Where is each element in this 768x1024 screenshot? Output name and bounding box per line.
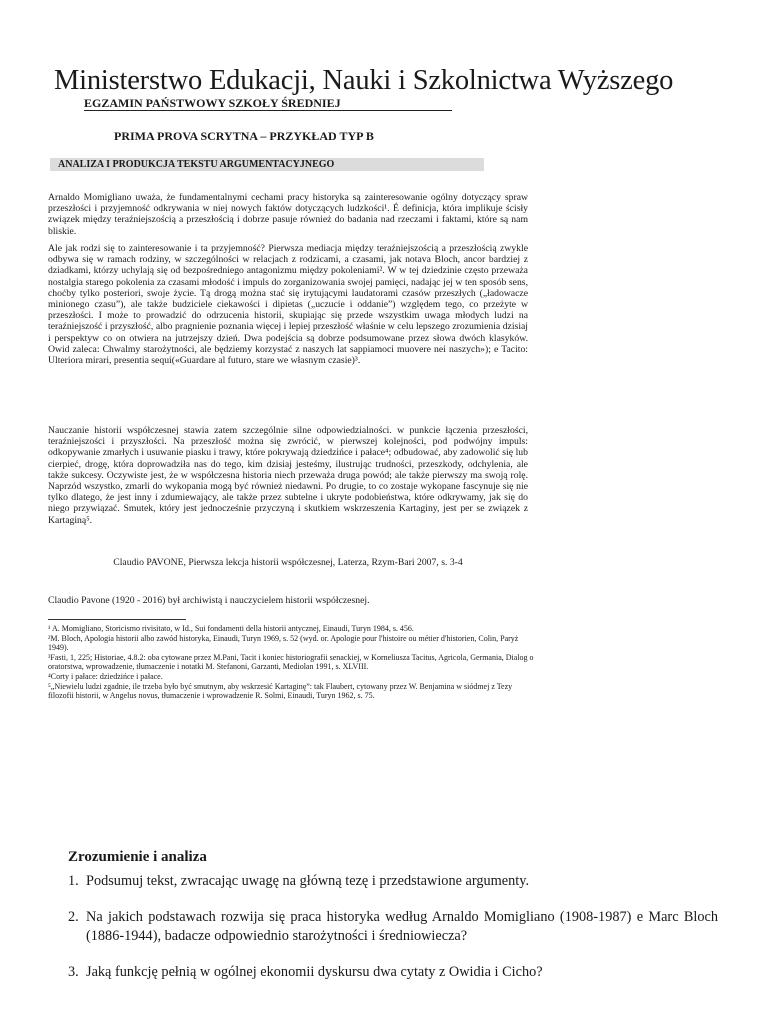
paragraph-2: Ale jak rodzi się to zainteresowanie i ta przyjemność? Pierwsza mediacja między teraźniejszością a przeszłością zwykle odbywa się w ramach rodziny, w szczególności w relacjach z rodzicami, a czasami, jak notava Bloch, ancor bardziej z dziadkami, którzy uchylają się od bezpośredniego antagonizmu między pokoleniami². W w tej dziedzinie często przeważa nostalgia starego pokolenia za czasami młodość i impuls do zorganizowania swojej pamięci, nadając jej w ten sposób sens, choćby tylko posteriori, swoje życie. Tą drogą można stać się irytującymi laudatorami czasów przeszłych („ładowacze minionego czasu”), ale także budziciele ciekawości i dipietas („uczucie i oddanie”) względem tego, co przeżyte w przeszłości. I może to prowadzić do odrzucenia historii, skupiając się przede wszystkim uwaga młodych ludzi na teraźniejszość i przyszłość, albo pragnienie poznania więcej i lepiej przeszłość właśnie w celu lepszego zrozumienia dzisiaj i perspektyw co on otwiera na jutrzejszy dzień. Dwa podejścia są dobrze podsumowane przez słowa dwóch klasyków. Owid zaleca: Chwalmy starożytności, ale będziemy korzystać z naszych lat sappiamoci muovere nei naszych»); e Tacito: Ulteriora mirari, presentia sequi(«Guardare al futuro, stare we własnym czasie)³. (48, 243, 528, 367)
section-band: ANALIZA I PRODUKCJA TEKSTU ARGUMENTACYJNEGO (50, 158, 484, 171)
paragraph-3: Nauczanie historii współczesnej stawia zatem szczególnie silne odpowiedzialności. w punkcie łączenia przeszłości, teraźniejszości i przyszłości. Na przeszłość można się zwrócić, w pierwszej kolejności, pod podwójny impuls: odkopywanie zmarłych i usuwanie piasku i trawy, które pokrywają dziedzińce i pałace⁴; odbudować, aby zadowolić się lub cierpieć, drogę, która doprowadziła nas do tego, kim dzisiaj jesteśmy, ilustrując trudności, przeszkody, odchylenia, ale także sukcesy. Oczywiste jest, że w współczesna historia niech przeważa druga powód; ale także pierwszy ma swoją rolę. Naprzód wszystko, zmarli do wykopania mogą być również niedawni. Po drugie, to co zostaje wykopane fascynuje się nie tylko dlatego, że jest inny i zdumiewający, ale także przez subtelne i ukryte podobieństwa, które odkrywamy, jak się do niego przywiązać. Smutek, który jest jednocześnie przyczyną i skutkiem wskrzeszenia Kartaginy, jest per se związek z Kartaginą⁵. (48, 425, 528, 526)
footnote-3: ³Fasti, 1, 225; Historiae, 4.8.2: oba cytowane przez M.Pani, Tacit i koniec historiografii senackiej, w Korneliusza Tacitus, Agricola, Germania, Dialog o oratorstwa, wprowadzenie, tłumaczenie i notatki M. Stefanoni, Garzanti, Mediolan 1991, s. XLVIII. (48, 652, 534, 672)
question-text: Jaką funkcję pełnią w ogólnej ekonomii dyskursu dwa cytaty z Owidia i Cicho? (86, 964, 543, 980)
question-item (68, 963, 718, 982)
question-text: Na jakich podstawach rozwija się praca historyka według Arnaldo Momigliano (1908-1987) e Marc Bloch (1886-1944), badacze odpowiednio starożytności i średniowiecza? (86, 909, 718, 944)
footnote-divider (48, 619, 186, 620)
question-text: Podsumuj tekst, zwracając uwagę na główną tezę i przedstawione argumenty. (86, 873, 530, 889)
question-item (68, 908, 718, 946)
footnotes (48, 624, 534, 701)
question-number: 3. (68, 964, 79, 980)
footnote-2: ²M. Bloch, Apologia historii albo zawód historyka, Einaudi, Turyn 1969, s. 52 (wyd. or. Apologie pour l'histoire ou métier d'historien, Colin, Paryż 1949). (48, 633, 519, 653)
prova-heading: PRIMA PROVA SCRYTNA – PRZYKŁAD TYP B (114, 129, 374, 143)
question-number: 1. (68, 873, 79, 889)
footnote-5: ⁵„Niewielu ludzi zgadnie, ile trzeba było być smutnym, aby wskrzesić Kartaginę”: tak Flaubert, cytowany przez W. Benjamina w siódmej z Tezy filozofii historii, w Angelus novus, tłumaczenie i wprowadzenie R. Solmi, Einaudi, Turyn 1962, s. 75. (48, 681, 513, 701)
footnote-1: ¹ A. Momigliano, Storicismo rivisitato, w Id., Sui fondamenti della historii antycznej, Einaudi, Turyn 1984, s. 456. (48, 624, 414, 633)
author-bio: Claudio Pavone (1920 - 2016) był archiwistą i nauczycielem historii współczesnej. (48, 595, 370, 606)
ministry-heading: Ministerstwo Edukacji, Nauki i Szkolnictwa Wyższego (54, 65, 674, 96)
exam-heading: EGZAMIN PAŃSTWOWY SZKOŁY ŚREDNIEJ (84, 96, 452, 111)
paragraph-1: Arnaldo Momigliano uważa, że fundamentalnymi cechami pracy historyka są zainteresowanie ogólny dotyczący spraw przeszłości i przyjemność odkrywania w niej nowych faktów dotyczących ludzkości¹. É definicja, która implikuje ścisły związek między teraźniejszością a przeszłością i dobrze pasuje również do badania nad rzeczami i faktami, które są nam bliskie. (48, 192, 528, 237)
question-item (68, 872, 718, 891)
source-citation: Claudio PAVONE, Pierwsza lekcja historii współczesnej, Laterza, Rzym-Bari 2007, s. 3-4 (113, 557, 463, 568)
questions-title: Zrozumienie i analiza (68, 849, 207, 865)
question-number: 2. (68, 909, 79, 925)
footnote-4: ⁴Corty i pałace: dziedzińce i pałace. (48, 671, 163, 681)
questions-list (68, 872, 718, 999)
